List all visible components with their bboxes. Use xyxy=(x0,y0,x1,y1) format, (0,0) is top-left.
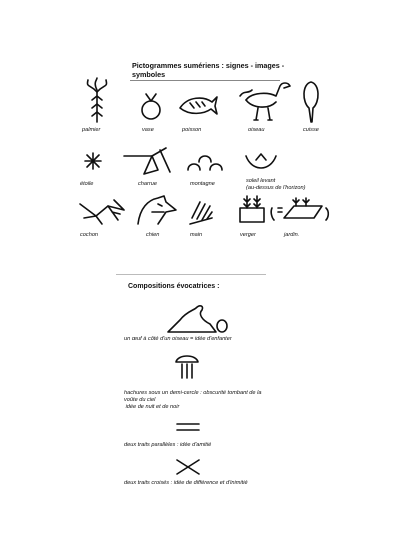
page-title: Pictogrammes sumériens : signes - images - symboles xyxy=(132,61,285,79)
soleil-sign xyxy=(242,150,280,172)
mountain-icon xyxy=(186,152,226,172)
montagne-sign xyxy=(186,152,226,172)
caption-cuisse: cuisse xyxy=(303,127,319,133)
caption-charrue: charrue xyxy=(138,181,157,187)
composition-oeuf: un œuf à côté d'un oiseau = idée d'enfanter xyxy=(124,336,232,342)
caption-montagne: montagne xyxy=(190,181,215,187)
caption-cochon: cochon xyxy=(80,232,99,238)
cuisse-sign xyxy=(300,80,322,124)
caption-poisson: poisson xyxy=(182,127,202,133)
composition-difference: deux traits croisés : idée de différence et d'inimitié xyxy=(124,480,248,486)
vase-icon xyxy=(138,92,164,122)
plough-icon xyxy=(122,146,172,176)
composition-amitie: deux traits parallèles : idée d'amitié xyxy=(124,442,212,448)
caption-soleil: soleil levant (au-dessus de l'horizon) xyxy=(246,178,306,191)
palm-tree-icon xyxy=(82,78,112,124)
chien-sign xyxy=(136,194,178,226)
composition-obscurite: hachures sous un demi-cercle : obscurité tombant de la voûte du ciel idée de nuit et de noir xyxy=(124,390,262,410)
charrue-sign xyxy=(122,146,172,176)
egg-and-bird-icon xyxy=(166,302,230,334)
caption-vase: vase xyxy=(142,127,154,133)
bird-icon xyxy=(238,80,294,122)
etoile-sign xyxy=(84,152,102,170)
caption-chien: chien xyxy=(146,232,160,238)
darkness-icon xyxy=(174,352,200,380)
fish-icon xyxy=(178,94,218,116)
caption-palmier: palmier xyxy=(82,127,101,133)
parallel-lines-icon xyxy=(176,421,200,433)
verger-sign xyxy=(236,194,268,224)
crossed-lines-sign xyxy=(176,458,200,476)
caption-oiseau: oiseau xyxy=(248,127,265,133)
section-separator xyxy=(116,274,266,275)
compositions-heading: Compositions évocatrices : xyxy=(128,283,220,290)
poisson-sign xyxy=(178,94,218,116)
pig-icon xyxy=(78,196,128,226)
rising-sun-icon xyxy=(242,150,280,172)
night-sign xyxy=(174,352,200,380)
caption-main: main xyxy=(190,232,203,238)
thigh-icon xyxy=(300,80,322,124)
cochon-sign xyxy=(78,196,128,226)
garden-icon xyxy=(270,196,332,224)
vase-sign xyxy=(138,92,164,122)
egg-bird-sign xyxy=(166,302,230,334)
crossed-lines-icon xyxy=(176,458,200,476)
star-icon xyxy=(84,152,102,170)
parallel-lines-sign xyxy=(176,420,200,432)
caption-verger: verger xyxy=(240,232,256,238)
caption-etoile: étoile xyxy=(80,181,94,187)
jardin-sign xyxy=(270,196,332,224)
dog-icon xyxy=(136,194,178,226)
palmier-sign xyxy=(82,78,112,124)
oiseau-sign xyxy=(238,80,294,122)
hand-icon xyxy=(188,200,214,226)
caption-jardin: jardin. xyxy=(284,232,300,238)
orchard-icon xyxy=(236,194,268,224)
main-sign xyxy=(188,200,214,226)
